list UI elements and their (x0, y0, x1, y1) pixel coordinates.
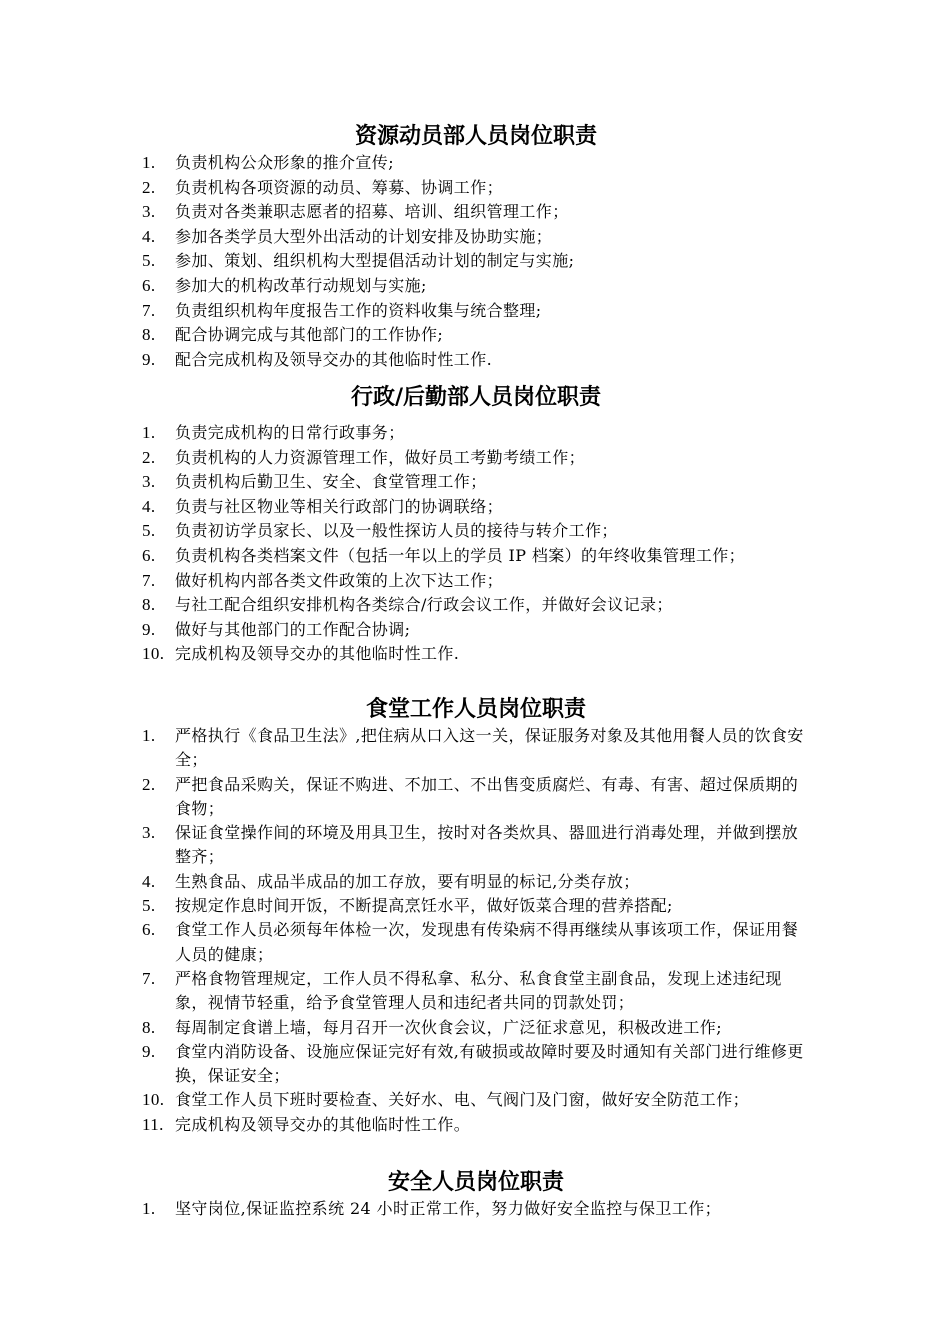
list-item: 4. 负责与社区物业等相关行政部门的协调联络； (142, 496, 504, 516)
section-title: 食堂工作人员岗位职责 (365, 696, 586, 722)
list-item: 2. 负责机构各项资源的动员、筹募、协调工作； (142, 177, 504, 197)
list-item: 7. 负责组织机构年度报告工作的资料收集与统合整理; (142, 300, 542, 320)
list-item: 5. 按规定作息时间开饭，不断提高烹饪水平，做好饭菜合理的营养搭配; (142, 896, 673, 916)
section-security-staff (142, 1167, 810, 1222)
section-admin-logistics (142, 382, 810, 667)
list-item: 3. 保证食堂操作间的环境及用具卫生，按时对各类炊具、器皿进行消毒处理，并做到摆放整齐； (142, 823, 799, 867)
list-item: 3. 负责机构后勤卫生、安全、食堂管理工作； (142, 472, 487, 492)
list-item: 8. 与社工配合组织安排机构各类综合/行政会议工作，并做好会议记录； (142, 595, 673, 615)
section-resource-mobilization (142, 121, 810, 372)
list-item: 3. 负责对各类兼职志愿者的招募、培训、组织管理工作； (142, 202, 569, 222)
list-item: 5. 参加、策划、组织机构大型提倡活动计划的制定与实施; (142, 251, 575, 271)
list-item: 6. 食堂工作人员必须每年体检一次，发现患有传染病不得再继续从事该项工作，保证用餐人员的健康； (142, 920, 799, 964)
list-item: 1. 负责完成机构的日常行政事务； (142, 423, 405, 442)
list-item: 9. 配合完成机构及领导交办的其他临时性工作. (142, 349, 493, 369)
list-item: 9. 食堂内消防设备、设施应保证完好有效,有破损或故障时要及时通知有关部门进行维修更换，保证安全； (142, 1041, 804, 1086)
section-title: 资源动员部人员岗位职责 (354, 123, 597, 149)
list-item: 10. 完成机构及领导交办的其他临时性工作. (142, 644, 460, 664)
duty-list (142, 421, 810, 667)
section-canteen-staff (142, 694, 810, 1137)
duty-list (142, 1197, 810, 1222)
list-item: 1. 严格执行《食品卫生法》,把住病从口入这一关，保证服务对象及其他用餐人员的饮食安全； (142, 726, 804, 770)
list-item: 10. 食堂工作人员下班时要检查、关好水、电、气阀门及门窗，做好安全防范工作； (142, 1090, 750, 1110)
list-item: 1. 负责机构公众形象的推介宣传; (142, 153, 394, 172)
list-item: 7. 严格食物管理规定，工作人员不得私拿、私分、私食食堂主副食品，发现上述违纪现象，视情节轻重，给予食堂管理人员和违纪者共同的罚款处罚； (142, 968, 782, 1013)
list-item: 6. 参加大的机构改革行动规划与实施; (142, 275, 427, 295)
list-item: 4. 参加各类学员大型外出活动的计划安排及协助实施； (142, 226, 553, 246)
section-title: 安全人员岗位职责 (387, 1169, 564, 1195)
duty-list (142, 724, 810, 1137)
list-item: 4. 生熟食品、成品半成品的加工存放，要有明显的标记,分类存放； (142, 871, 640, 891)
list-item: 8. 配合协调完成与其他部门的工作协作; (142, 325, 444, 345)
list-item: 11. 完成机构及领导交办的其他临时性工作。 (142, 1114, 471, 1134)
list-item: 7. 做好机构内部各类文件政策的上次下达工作； (142, 570, 504, 590)
list-item: 5. 负责初访学员家长、以及一般性探访人员的接待与转介工作； (142, 521, 618, 541)
section-title: 行政/后勤部人员岗位职责 (350, 384, 602, 410)
list-item: 8. 每周制定食谱上墙，每月召开一次伙食会议，广泛征求意见，积极改进工作; (142, 1017, 722, 1037)
duty-list (142, 151, 810, 372)
list-item: 9. 做好与其他部门的工作配合协调; (142, 619, 411, 639)
list-item: 1. 坚守岗位,保证监控系统 24 小时正常工作，努力做好安全监控与保卫工作； (142, 1199, 722, 1218)
list-item: 2. 严把食品采购关，保证不购进、不加工、不出售变质腐烂、有毒、有害、超过保质期的食物； (142, 774, 799, 818)
list-item: 2. 负责机构的人力资源管理工作，做好员工考勤考绩工作； (142, 447, 586, 467)
list-item: 6. 负责机构各类档案文件（包括一年以上的学员 IP 档案）的年终收集管理工作； (142, 545, 746, 565)
